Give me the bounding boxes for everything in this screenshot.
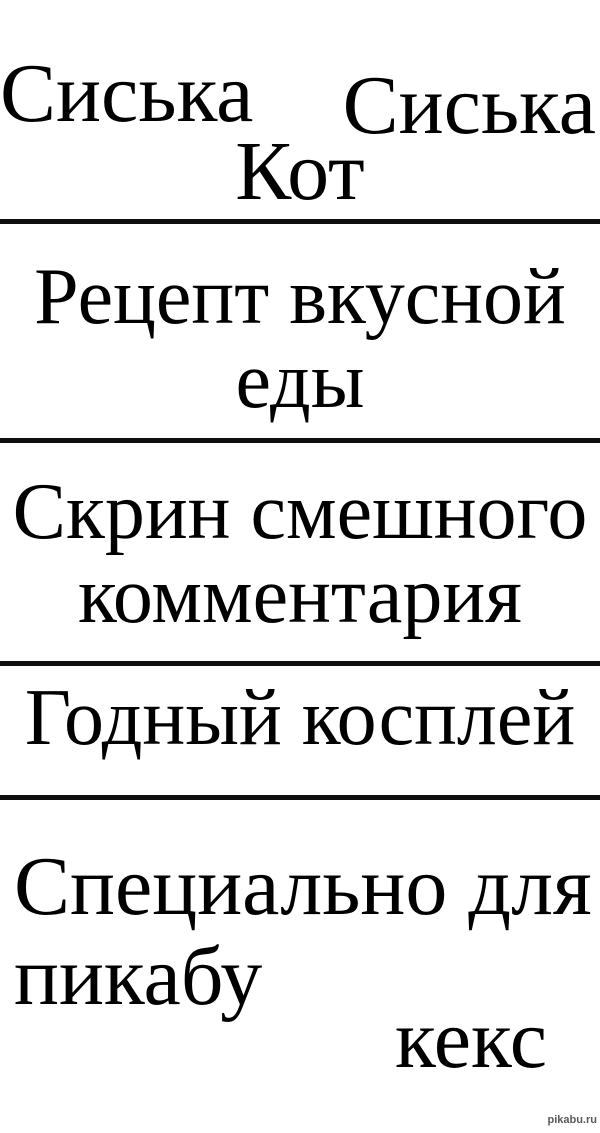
section-special-for-pikabu: Специально для пикабу: [14, 840, 592, 1023]
header-word-left: Сиська: [0, 47, 254, 140]
section-cosplay: Годный косплей: [24, 674, 576, 762]
footer-word-keks: кекс: [395, 993, 548, 1086]
divider-1: [0, 219, 600, 224]
pikabu-watermark: pikabu.ru: [547, 1114, 597, 1126]
divider-4: [0, 795, 600, 800]
header-word-center: Кот: [235, 125, 365, 218]
section-recipe: Рецепт вкусной еды: [34, 253, 566, 425]
header-word-right: Сиська: [342, 59, 596, 152]
divider-2: [0, 438, 600, 443]
section-funny-comment-screenshot: Скрин смешного комментария: [12, 468, 588, 640]
divider-3: [0, 661, 600, 666]
